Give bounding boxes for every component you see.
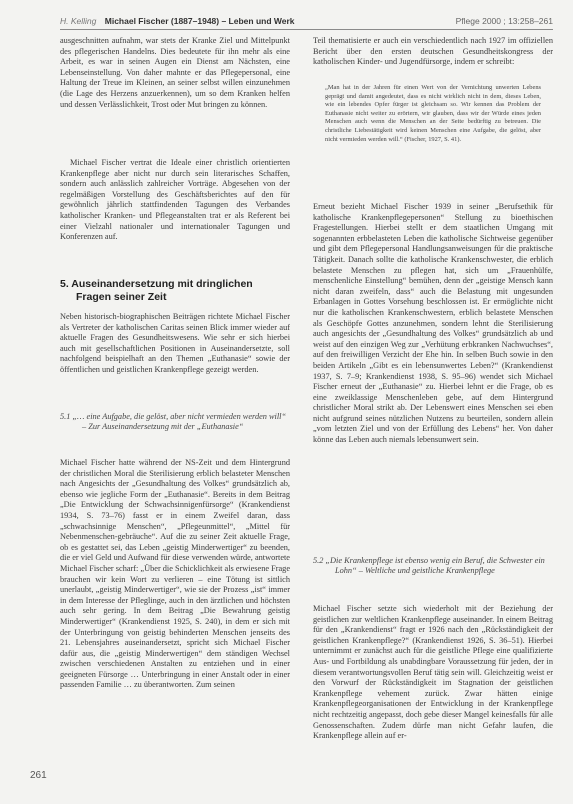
header-left [60, 16, 295, 26]
paragraph: Michael Fischer hatte während der NS-Zeit und dem Hintergrund der christlichen Moral die Sterilisierung erblich belasteter Menschen nach Angesichts der „Gesundhaltung des Volkes“ grundsätzlich ab, ebenso wie jegliche Form der „Euthanasie“. Bereits in dem Beitrag „Die Entwicklung der Schwachsinnigenfürsorge“ (Krankendienst 1934, S. 73–76) fasst er in einem Zweifel daran, dass „schwachsinnige Menschen“, „Pflegeunmittel“, „Mittel für Nebenmenschen-gebräuche“. Auf die zu seiner Zeit aktuelle Frage, ob es gestattet sei, das Leben „geistig Minderwertiger“ zu beenden, die er viel Geld und Aufwand für diese verwenden würde, antwortete Michael Fischer scharf: „Über die Schicklichkeit als erwiesene Frage brauchen wir kein Wort zu verlieren – eine Tötung ist sittlich unerlaubt, „geistig Minderwertiger“, wie sie der Prozess „ist“ immer in dem Interesse der Pfleglinge, auch in den ärztlichen und höchsten auch sehr gering. In dem Beitrag „Die Bewahrung geistig Minderwertiger“ (Krankendienst 1925, S. 240), in dem er sich mit der Unterbringung von geistig behinderten Menschen jenseits des 21. Lebensjahres auseinandersetzt, spricht sich Michael Fischer dafür aus, die „geistig Minderwertigen“ dem ständigen Wechsel zwischen verschiedenen Anstalten zu entziehen und in einer geeigneten Fürsorge … Unterbringung in einer Anstalt oder in einer passenden Familie … zu überantworten. Zum seinen [60, 458, 290, 690]
left-column [60, 36, 290, 778]
paragraph: Michael Fischer vertrat die Ideale einer christlich orientierten Krankenpflege aber nicht nur durch sein literarisches Schaffen, sondern auch anlässlich zahlreicher Vorträge. Abgesehen von der regelmäßigen Vorstellung des Geschäftsberichtes auf den für gewöhnlich jährlich stattfindenden Tagungen des Verbandes katholischer Kranken- und Pflegeanstalten trat er als Referent bei einer Vielzahl nationaler und internationaler Tagungen und Konferenzen auf. [60, 158, 290, 242]
subsection-heading: 5.1 „… eine Aufgabe, die gelöst, aber nicht vermieden werden will“ – Zur Auseinandersetzung mit der „Euthanasie“ [60, 412, 287, 432]
paragraph: Neben historisch-biographischen Beiträgen richtete Michael Fischer als Vertreter der katholischen Caritas seinen Blick immer wieder auf aktuelle Fragen des Gesundheitswesens. Wie sehr er sich hierbei auch mit gesellschaftlichen Positionen in Auseinandersetzte, soll nachfolgend beispielhaft an den Themen „Euthanasie“ sowie der öffentlichen und geistlichen Krankenpflege gezeigt werden. [60, 312, 290, 374]
header-title: Michael Fischer (1887–1948) – Leben und Werk [104, 16, 295, 26]
paragraph: Teil thematisierte er auch ein verschiedentlich nach 1927 im offiziellen Bericht über den ersten deutschen Gesundheitskongress der katholischen Kinder- und Jugendfürsorge, indem er schreibt: [313, 36, 553, 67]
subsection-heading: 5.2 „Die Krankenpflege ist ebenso wenig ein Beruf, die Schwester ein Lohn“ – Weltliche und geistliche Krankenpflege [313, 556, 545, 576]
section-heading: 5. Auseinandersetzung mit dringlichen Fragen seiner Zeit [60, 278, 253, 303]
paragraph: ausgeschnitten aufnahm, war stets der Kranke Ziel und Mittelpunkt des pflegerischen Handelns. Dies bedeutete für ihn mehr als eine Arbeit, es war in seinen Augen ein Dienst am Nächsten, eine Lebenseinstellung. Von daher mahnte er das Pflegepersonal, eine Haltung der Treue im Kleinen, an seiner selbst willen einzunehmen (die Lage des Herzens anzuerkennen), um so dem Kranken helfen und dessen Verlässlichkeit, Trost oder Mut bringen zu können. [60, 36, 290, 109]
paragraph: Erneut bezieht Michael Fischer 1939 in seiner „Berufsethik für katholische Krankenpflegepersonen“ Stellung zu bioethischen Fragestellungen. Hierbei stellt er dem staatlichen Umgang mit sogenannten erbbelasteten Leben die katholische Sichtweise gegenüber und gibt dem Pflegepersonal Handlungsanweisungen für die praktische Tätigkeit. Danach sollte die katholische Krankenschwester, die erblich belastete Menschen zu pflegen hat, sich um „Frauenhülfe, menschenliche Einstellung“ bemühen, denn der „geistige Mensch kann nicht daran zweifeln, dass“ auch die Belastung mit ungesunden Erbanlagen in Gottes Vorsehung beschlossen ist. Er ermöglichte nicht nur die katholischen Krankenschwestern, erblich belastete Menschen als Geschöpfe Gottes anzunehmen, sondern lehnt die Sterilisierung auch angesichts der „Gesundhaltung des Volkes“ grundsätzlich ab und weist auf den einzigen Weg zur „Verhütung erbkranken Nachwuchses“, auf den freiwilligen Verzicht der Ehe hin. In selben Buch sowie in den beiden Artikeln „Gibt es ein lebensunwertes Leben?“ (Krankendienst 1937, S. 7–9; Krankendienst 1938, S. 95–96) wendet sich Michael Fischer erneut der „Euthanasie“ zu. Hierbei lehnt er die Frage, ob es eine zweiklassige Menschenleben gebe, auf dem Hintergrund christlicher Moral strikt ab. Der Lebenswert eines Menschen sei eben nicht aufgrund seines nützlichen Nutzens zu beurteilen, sondern allein „vom letzten Ziel und von der Erfüllung des Lebens“ her. Von daher könne das Leben auch niemals lebensunwert sein. [313, 202, 553, 445]
paragraph: Michael Fischer setzte sich wiederholt mit der Beziehung der geistlichen zur weltlichen Krankenpflege auseinander. In einem Beitrag für den „Krankendienst“ fragt er 1926 nach den „Rückständigkeit der geistlichen Krankenpflege?“ (Krankendienst 1926, S. 36–51). Hierbei unternimmt er zunächst auch für die geistliche Pflege eine qualifizierte Aus- und Fortbildung als unabdingbare Voraussetzung für jeden, der in diesem verantwortungsvollen Beruf tätig sein will. Gleichzeitig weist er den Vorwurf der Rückständigkeit im Stagnation der geistlichen Krankenpflege vehement zurück. Zwar hätten einige Krankenpflegeorganisationen der Entwicklung in der Krankenpflege nicht rechtzeitig angepasst, doch gebe dieser Mangel keinesfalls für alle Genossenschaften. Zudem dürfe man nicht Gefahr laufen, die Krankenpflege allein auf er- [313, 604, 553, 741]
header-author: H. Kelling [60, 16, 97, 26]
header-journal: Pflege 2000 ; 13:258–261 [455, 16, 553, 26]
block-quote: „Man hat in der Jahren für einen Wert von der Vernichtung unwerten Lebens geprägt und damit angedeutet, dass es nicht wirklich nicht in dem, dieses Leben, wie ein lebendes Opfer fürger ist gleichsam so. Wir kennen das Problem der Euthanasie nicht weiter zu erörtern, wir glauben, dass wir der Würde eines jeden Menschen auch wenn die Menschen an der Seite bedürftig zu betreuen. Die christliche Liebestätigkeit wird keinen Menschen eine Aufgabe, die gelöst, aber nicht vermieden werden will.“ (Fischer, 1927, S. 41). [325, 84, 541, 143]
right-column [313, 36, 553, 756]
header-divider [60, 29, 553, 30]
running-header [60, 14, 553, 28]
page-number: 261 [30, 770, 47, 781]
